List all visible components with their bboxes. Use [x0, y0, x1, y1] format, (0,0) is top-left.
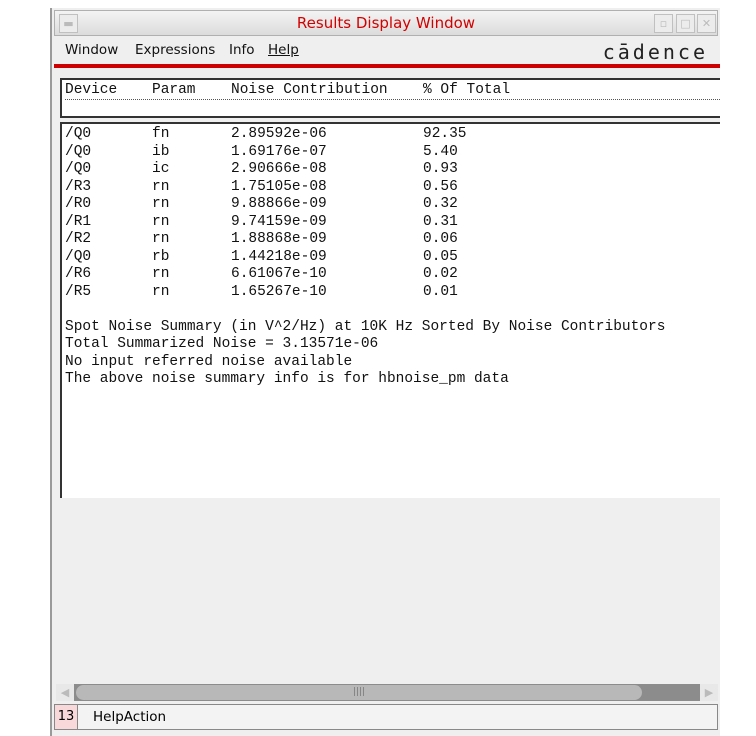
- cell-noise: 1.69176e-07: [231, 143, 327, 160]
- table-row: [65, 161, 720, 179]
- cell-param: rn: [152, 213, 170, 230]
- accent-divider: [54, 64, 720, 68]
- cell-param: rn: [152, 196, 170, 212]
- cell-device: /R0: [65, 196, 92, 212]
- summary-line: The above noise summary info is for hbnoise_pm data: [65, 371, 509, 387]
- cell-noise: 1.65267e-10: [231, 283, 327, 300]
- cell-device: /R5: [65, 283, 92, 300]
- header-device: Device: [65, 82, 118, 98]
- cell-device: /R1: [65, 213, 92, 230]
- scroll-left-icon[interactable]: ◀: [56, 684, 74, 701]
- horizontal-scrollbar[interactable]: [56, 684, 718, 701]
- cell-percent: 0.93: [423, 161, 458, 177]
- menu-help[interactable]: Help: [268, 42, 299, 58]
- cell-param: rn: [152, 178, 170, 195]
- cadence-logo: cādence: [602, 40, 708, 64]
- cell-noise: 1.88868e-09: [231, 231, 327, 247]
- status-number: 13: [55, 705, 78, 729]
- empty-panel: [54, 498, 720, 684]
- results-text-area[interactable]: [60, 122, 720, 498]
- cell-noise: 9.88866e-09: [231, 196, 327, 212]
- cell-device: /Q0: [65, 143, 92, 160]
- cell-param: rb: [152, 248, 170, 265]
- close-button[interactable]: ✕: [697, 14, 716, 33]
- table-row: [65, 249, 720, 267]
- window-title: Results Display Window: [296, 14, 476, 32]
- cell-device: /R3: [65, 178, 92, 195]
- cell-device: /Q0: [65, 248, 92, 265]
- table-row: [65, 284, 720, 302]
- table-row: [65, 179, 720, 197]
- summary-line: Total Summarized Noise = 3.13571e-06: [65, 336, 379, 352]
- menu-bar: [54, 38, 718, 64]
- cell-percent: 0.31: [423, 213, 458, 230]
- cell-percent: 0.01: [423, 283, 458, 300]
- cell-noise: 9.74159e-09: [231, 213, 327, 230]
- scroll-right-icon[interactable]: ▶: [700, 684, 718, 701]
- results-display-window: [50, 8, 720, 736]
- table-row: [65, 214, 720, 232]
- summary-line: Spot Noise Summary (in V^2/Hz) at 10K Hz Sorted By Noise Contributors: [65, 318, 666, 335]
- cell-param: rn: [152, 231, 170, 247]
- cell-percent: 0.05: [423, 248, 458, 265]
- summary-line: No input referred noise available: [65, 353, 353, 370]
- status-text: HelpAction: [93, 709, 167, 725]
- table-row: [65, 231, 720, 249]
- cell-percent: 92.35: [423, 126, 467, 142]
- table-row: [65, 196, 720, 214]
- header-percent: % Of Total: [423, 82, 511, 98]
- cell-device: /R2: [65, 231, 92, 247]
- cell-noise: 1.75105e-08: [231, 178, 327, 195]
- cell-param: fn: [152, 126, 170, 142]
- table-header: [65, 82, 720, 100]
- cell-percent: 0.56: [423, 178, 458, 195]
- header-param: Param: [152, 82, 196, 98]
- cell-noise: 2.89592e-06: [231, 126, 327, 142]
- cell-noise: 2.90666e-08: [231, 161, 327, 177]
- table-row: [65, 144, 720, 162]
- cell-noise: 6.61067e-10: [231, 266, 327, 282]
- blank-line: [65, 301, 720, 319]
- cell-param: rn: [152, 283, 170, 300]
- cell-device: /Q0: [65, 126, 92, 142]
- status-bar: [54, 704, 718, 730]
- header-noise: Noise Contribution: [231, 82, 388, 98]
- menu-window[interactable]: Window: [65, 42, 119, 58]
- window-menu-button[interactable]: ▬: [59, 14, 78, 33]
- table-row: [65, 266, 720, 284]
- menu-info[interactable]: Info: [229, 42, 255, 58]
- cell-param: ib: [152, 143, 170, 160]
- cell-percent: 0.02: [423, 266, 458, 282]
- cell-device: /Q0: [65, 161, 92, 177]
- title-bar[interactable]: [54, 10, 718, 36]
- cell-param: ic: [152, 161, 170, 177]
- cell-percent: 5.40: [423, 143, 458, 160]
- minimize-button[interactable]: ▫: [654, 14, 673, 33]
- cell-percent: 0.06: [423, 231, 458, 247]
- scrollbar-thumb[interactable]: ||||: [76, 685, 642, 700]
- cell-noise: 1.44218e-09: [231, 248, 327, 265]
- cell-percent: 0.32: [423, 196, 458, 212]
- menu-expressions[interactable]: Expressions: [135, 42, 216, 58]
- cell-device: /R6: [65, 266, 92, 282]
- table-header-box: [60, 78, 720, 118]
- cell-param: rn: [152, 266, 170, 282]
- maximize-button[interactable]: □: [676, 14, 695, 33]
- table-row: [65, 126, 720, 144]
